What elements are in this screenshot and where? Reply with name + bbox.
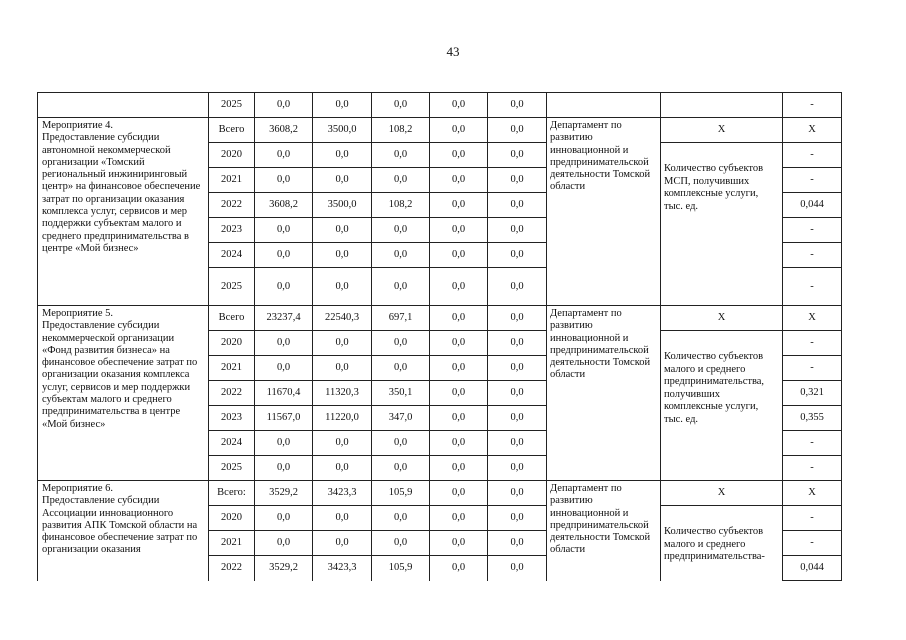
indicator-value-cell: - [783, 168, 842, 193]
value-cell: 0,0 [255, 168, 313, 193]
value-cell: 0,0 [313, 218, 372, 243]
indicator-cell: Количество субъектов малого и среднего предпринимательства- [661, 506, 783, 581]
value-cell: 0,0 [255, 506, 313, 531]
activity-description: Мероприятие 5. Предоставление субсидии некоммерческой организации «Фонд развития бизнеса» на финансовое обеспечение затрат по организации оказания комплекса услуг, сервисов и мер поддержки субъектам малого и среднего предпринимательства в центре «Мой бизнес» [38, 306, 209, 481]
value-cell: 0,0 [430, 431, 488, 456]
value-cell: 0,0 [255, 456, 313, 481]
year-cell: 2024 [209, 243, 255, 268]
indicator-x-cell: Х [661, 118, 783, 143]
value-cell: 0,0 [430, 306, 488, 331]
value-cell: 0,0 [488, 193, 547, 218]
value-cell: 3608,2 [255, 193, 313, 218]
indicator-value-cell: - [783, 268, 842, 306]
value-cell: 105,9 [372, 481, 430, 506]
program-activities-table [37, 92, 842, 581]
value-cell: 0,0 [488, 531, 547, 556]
value-cell: 697,1 [372, 306, 430, 331]
value-cell: 0,0 [430, 506, 488, 531]
value-cell: 0,0 [255, 243, 313, 268]
year-cell: Всего [209, 118, 255, 143]
value-cell: 0,0 [313, 356, 372, 381]
value-cell: 0,0 [255, 356, 313, 381]
indicator-value-cell: - [783, 93, 842, 118]
year-cell: Всего: [209, 481, 255, 506]
indicator-cell: Количество субъектов малого и среднего предпринимательства, получивших комплексные услуги, тыс. ед. [661, 331, 783, 481]
value-cell: 0,0 [372, 531, 430, 556]
value-cell: 3500,0 [313, 193, 372, 218]
value-cell: 11320,3 [313, 381, 372, 406]
value-cell: 0,0 [430, 531, 488, 556]
indicator-value-cell: - [783, 331, 842, 356]
value-cell: 0,0 [430, 243, 488, 268]
value-cell: 0,0 [313, 143, 372, 168]
value-cell: 0,0 [488, 356, 547, 381]
page-number: 43 [446, 44, 460, 59]
year-cell: 2021 [209, 356, 255, 381]
year-cell: Всего [209, 306, 255, 331]
value-cell: 0,0 [488, 143, 547, 168]
value-cell: 0,0 [488, 406, 547, 431]
indicator-value-cell: - [783, 431, 842, 456]
value-cell: 0,0 [488, 168, 547, 193]
value-cell: 0,0 [313, 243, 372, 268]
year-cell: 2023 [209, 406, 255, 431]
value-cell: 0,0 [255, 143, 313, 168]
value-cell: 3529,2 [255, 556, 313, 581]
value-cell: 0,0 [430, 93, 488, 118]
value-cell: 0,0 [372, 456, 430, 481]
value-cell: 347,0 [372, 406, 430, 431]
value-cell: 22540,3 [313, 306, 372, 331]
year-cell: 2022 [209, 556, 255, 581]
value-cell: 0,0 [488, 118, 547, 143]
value-cell: 0,0 [430, 143, 488, 168]
year-cell: 2024 [209, 431, 255, 456]
value-cell: 3529,2 [255, 481, 313, 506]
year-cell: 2020 [209, 143, 255, 168]
value-cell: 0,0 [488, 556, 547, 581]
value-cell: 0,0 [430, 381, 488, 406]
indicator-value-cell: Х [783, 306, 842, 331]
value-cell: 0,0 [488, 381, 547, 406]
value-cell: 0,0 [372, 143, 430, 168]
value-cell: 0,0 [430, 406, 488, 431]
value-cell: 0,0 [255, 331, 313, 356]
value-cell: 0,0 [430, 118, 488, 143]
activity-description: Мероприятие 4. Предоставление субсидии автономной некоммерческой организации «Томский региональный инжиниринговый центр» на финансовое обеспечение затрат по организации оказания комплекса услуг, сервисов и мер поддержки субъектам малого и среднего предпринимательства в центре «Мой бизнес» [38, 118, 209, 306]
value-cell: 0,0 [255, 218, 313, 243]
indicator-value-cell: - [783, 356, 842, 381]
value-cell: 0,0 [430, 456, 488, 481]
value-cell: 0,0 [313, 506, 372, 531]
value-cell: 0,0 [372, 243, 430, 268]
value-cell: 108,2 [372, 193, 430, 218]
year-cell: 2025 [209, 456, 255, 481]
value-cell: 0,0 [488, 331, 547, 356]
value-cell: 3500,0 [313, 118, 372, 143]
value-cell: 11670,4 [255, 381, 313, 406]
value-cell: 0,0 [313, 331, 372, 356]
indicator-value-cell: - [783, 218, 842, 243]
value-cell: 0,0 [488, 268, 547, 306]
indicator-value-cell: 0,044 [783, 556, 842, 581]
indicator-cell [661, 93, 783, 118]
indicator-value-cell: - [783, 531, 842, 556]
executor-cell [547, 93, 661, 118]
value-cell: 0,0 [430, 331, 488, 356]
activity-description: Мероприятие 6. Предоставление субсидии Ассоциации инновационного развития АПК Томской области на финансовое обеспечение затрат по организации оказания [38, 481, 209, 581]
value-cell: 3608,2 [255, 118, 313, 143]
table-row [38, 93, 842, 118]
value-cell: 0,0 [313, 268, 372, 306]
indicator-x-cell: Х [661, 481, 783, 506]
value-cell: 0,0 [255, 531, 313, 556]
executor-cell: Департамент по развитию инновационной и предпринимательской деятельности Томской области [547, 306, 661, 481]
value-cell: 0,0 [488, 456, 547, 481]
value-cell: 3423,3 [313, 481, 372, 506]
value-cell: 3423,3 [313, 556, 372, 581]
value-cell: 11567,0 [255, 406, 313, 431]
value-cell: 0,0 [255, 431, 313, 456]
value-cell: 0,0 [372, 93, 430, 118]
year-cell: 2021 [209, 168, 255, 193]
executor-cell: Департамент по развитию инновационной и предпринимательской деятельности Томской области [547, 481, 661, 581]
value-cell: 108,2 [372, 118, 430, 143]
description-cell [38, 93, 209, 118]
year-cell: 2022 [209, 193, 255, 218]
value-cell: 0,0 [372, 268, 430, 306]
indicator-value-cell: - [783, 506, 842, 531]
value-cell: 0,0 [488, 506, 547, 531]
value-cell: 0,0 [372, 218, 430, 243]
table-row [38, 306, 842, 331]
value-cell: 0,0 [372, 168, 430, 193]
value-cell: 0,0 [430, 481, 488, 506]
indicator-value-cell: - [783, 456, 842, 481]
indicator-value-cell: 0,044 [783, 193, 842, 218]
value-cell: 0,0 [255, 268, 313, 306]
indicator-x-cell: Х [661, 306, 783, 331]
value-cell: 0,0 [430, 268, 488, 306]
value-cell: 0,0 [430, 356, 488, 381]
year-cell: 2020 [209, 331, 255, 356]
value-cell: 0,0 [488, 306, 547, 331]
year-cell: 2021 [209, 531, 255, 556]
table-row [38, 481, 842, 506]
year-cell: 2025 [209, 268, 255, 306]
value-cell: 0,0 [488, 481, 547, 506]
year-cell: 2023 [209, 218, 255, 243]
table-row [38, 118, 842, 143]
year-cell: 2025 [209, 93, 255, 118]
value-cell: 0,0 [488, 93, 547, 118]
indicator-cell: Количество субъектов МСП, получивших комплексные услуги, тыс. ед. [661, 143, 783, 306]
value-cell: 0,0 [430, 193, 488, 218]
year-cell: 2022 [209, 381, 255, 406]
indicator-value-cell: - [783, 243, 842, 268]
value-cell: 0,0 [255, 93, 313, 118]
value-cell: 23237,4 [255, 306, 313, 331]
value-cell: 0,0 [488, 431, 547, 456]
indicator-value-cell: 0,355 [783, 406, 842, 431]
value-cell: 0,0 [430, 168, 488, 193]
indicator-value-cell: Х [783, 118, 842, 143]
value-cell: 0,0 [313, 431, 372, 456]
value-cell: 0,0 [372, 331, 430, 356]
value-cell: 0,0 [372, 431, 430, 456]
indicator-value-cell: - [783, 143, 842, 168]
value-cell: 0,0 [372, 356, 430, 381]
value-cell: 0,0 [372, 506, 430, 531]
indicator-value-cell: 0,321 [783, 381, 842, 406]
value-cell: 0,0 [313, 93, 372, 118]
value-cell: 0,0 [430, 218, 488, 243]
value-cell: 0,0 [488, 243, 547, 268]
value-cell: 0,0 [313, 168, 372, 193]
value-cell: 0,0 [313, 531, 372, 556]
value-cell: 0,0 [488, 218, 547, 243]
value-cell: 105,9 [372, 556, 430, 581]
value-cell: 350,1 [372, 381, 430, 406]
value-cell: 0,0 [313, 456, 372, 481]
year-cell: 2020 [209, 506, 255, 531]
indicator-value-cell: Х [783, 481, 842, 506]
executor-cell: Департамент по развитию инновационной и предпринимательской деятельности Томской области [547, 118, 661, 306]
value-cell: 11220,0 [313, 406, 372, 431]
value-cell: 0,0 [430, 556, 488, 581]
